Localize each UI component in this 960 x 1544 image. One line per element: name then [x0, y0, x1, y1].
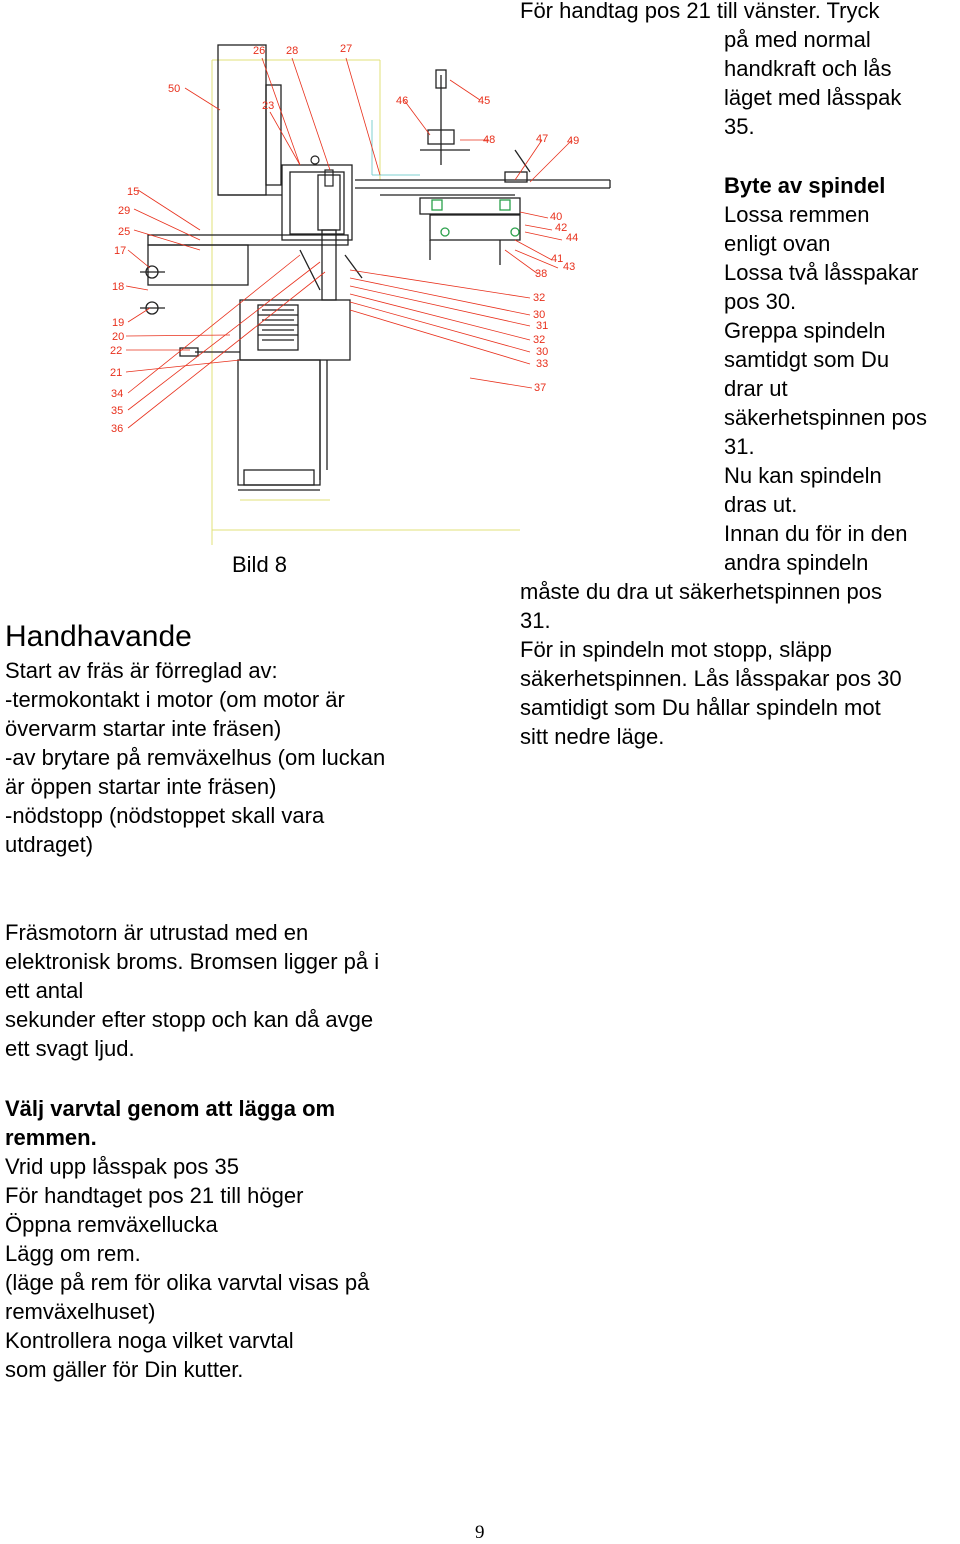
instruction-line: enligt ovan [724, 231, 831, 256]
callout-label: 25 [118, 226, 131, 238]
intro-line: 35. [724, 114, 755, 139]
callout-label: 20 [112, 331, 125, 343]
callout-label: 27 [340, 43, 353, 55]
paragraph-line: som gäller för Din kutter. [5, 1357, 244, 1382]
callout-label: 28 [286, 45, 299, 57]
intro-line: handkraft och lås [724, 56, 892, 81]
machine-accents [432, 200, 519, 236]
callout-label: 49 [567, 135, 580, 147]
callout-label: 17 [114, 245, 127, 257]
section-heading: Handhavande [5, 620, 192, 653]
instruction-line: drar ut [724, 376, 788, 401]
callout-label: 30 [533, 309, 546, 321]
paragraph-line: För handtaget pos 21 till höger [5, 1183, 304, 1208]
callout-label: 23 [262, 100, 275, 112]
intro-line: För handtag pos 21 till vänster. Tryck [520, 0, 880, 23]
paragraph-title: Välj varvtal genom att lägga om [5, 1096, 336, 1121]
instruction-line: säkerhetspinnen pos [724, 405, 928, 430]
instruction-line: Innan du för in den [724, 521, 908, 546]
callout-label: 29 [118, 205, 131, 217]
callout-label: 31 [536, 320, 549, 332]
instruction-line: Nu kan spindeln [724, 463, 882, 488]
paragraph-line: Lägg om rem. [5, 1241, 141, 1266]
construction-lines [212, 60, 520, 545]
callout-label: 26 [253, 45, 266, 57]
callout-label: 32 [533, 334, 546, 346]
callout-label: 40 [550, 211, 563, 223]
figure-caption: Bild 8 [232, 552, 288, 577]
callout-label: 22 [110, 345, 123, 357]
callout-label: 47 [536, 133, 549, 145]
paragraph-line: Fräsmotorn är utrustad med en [5, 920, 309, 945]
callout-label: 15 [127, 186, 140, 198]
instruction-line: Lossa remmen [724, 202, 870, 227]
instruction-line: andra spindeln [724, 550, 869, 575]
paragraph-line: är öppen startar inte fräsen) [5, 774, 277, 799]
paragraph-title: remmen. [5, 1125, 97, 1150]
callout-label: 45 [478, 95, 491, 107]
callout-label: 50 [168, 83, 181, 95]
callout-label: 32 [533, 292, 546, 304]
paragraph-line: Kontrollera noga vilket varvtal [5, 1328, 294, 1353]
instruction-line: 31. [724, 434, 755, 459]
instruction-line: säkerhetspinnen. Lås låsspakar pos 30 [520, 666, 902, 691]
paragraph-line: Öppna remväxellucka [5, 1212, 218, 1237]
callout-label: 18 [112, 281, 125, 293]
instruction-line: samtidigt som Du hållar spindeln mot [520, 695, 881, 720]
section-title-spindle: Byte av spindel [724, 173, 886, 198]
paragraph-line: Vrid upp låsspak pos 35 [5, 1154, 239, 1179]
callout-label: 44 [566, 232, 579, 244]
callout-label: 19 [112, 317, 125, 329]
callout-label: 30 [536, 346, 549, 358]
paragraph-line: remväxelhuset) [5, 1299, 156, 1324]
paragraph-line: utdraget) [5, 832, 94, 857]
paragraph-line: elektronisk broms. Bromsen ligger på i [5, 949, 380, 974]
construction-lines-cyan [372, 120, 420, 175]
instruction-line: 31. [520, 608, 551, 633]
callout-label: 46 [396, 95, 409, 107]
paragraph-line: övervarm startar inte fräsen) [5, 716, 282, 741]
callout-label: 21 [110, 367, 123, 379]
instruction-line: Lossa två låsspakar [724, 260, 919, 285]
callout-label: 48 [483, 134, 496, 146]
instruction-line: Greppa spindeln [724, 318, 886, 343]
paragraph-line: (läge på rem för olika varvtal visas på [5, 1270, 370, 1295]
paragraph-line: ett antal [5, 978, 84, 1003]
callout-label: 33 [536, 358, 549, 370]
callout-label: 43 [563, 261, 576, 273]
callout-label: 42 [555, 222, 568, 234]
instruction-line: måste du dra ut säkerhetspinnen pos [520, 579, 883, 604]
paragraph-line: ett svagt ljud. [5, 1036, 135, 1061]
callout-label: 34 [111, 388, 124, 400]
callout-lines [126, 58, 572, 428]
callout-label: 35 [111, 405, 124, 417]
instruction-line: samtidgt som Du [724, 347, 890, 372]
instruction-line: sitt nedre läge. [520, 724, 665, 749]
callout-labels-left [110, 186, 139, 435]
callout-label: 37 [534, 382, 547, 394]
callout-label: 38 [535, 268, 548, 280]
paragraph-line: -av brytare på remväxelhus (om luckan [5, 745, 386, 770]
spindle-top [311, 156, 333, 186]
intro-line: på med normal [724, 27, 871, 52]
callout-label: 41 [551, 253, 564, 265]
paragraph-line: sekunder efter stopp och kan då avge [5, 1007, 374, 1032]
instruction-line: dras ut. [724, 492, 798, 517]
instruction-line: pos 30. [724, 289, 797, 314]
callout-labels-top [168, 43, 579, 147]
paragraph-line: Start av fräs är förreglad av: [5, 658, 278, 683]
paragraph-line: -termokontakt i motor (om motor är [5, 687, 345, 712]
page-number: 9 [475, 1522, 485, 1543]
instruction-line: För in spindeln mot stopp, släpp [520, 637, 832, 662]
paragraph-line: -nödstopp (nödstoppet skall vara [5, 803, 325, 828]
callout-label: 36 [111, 423, 124, 435]
intro-line: läget med låsspak [724, 85, 902, 110]
